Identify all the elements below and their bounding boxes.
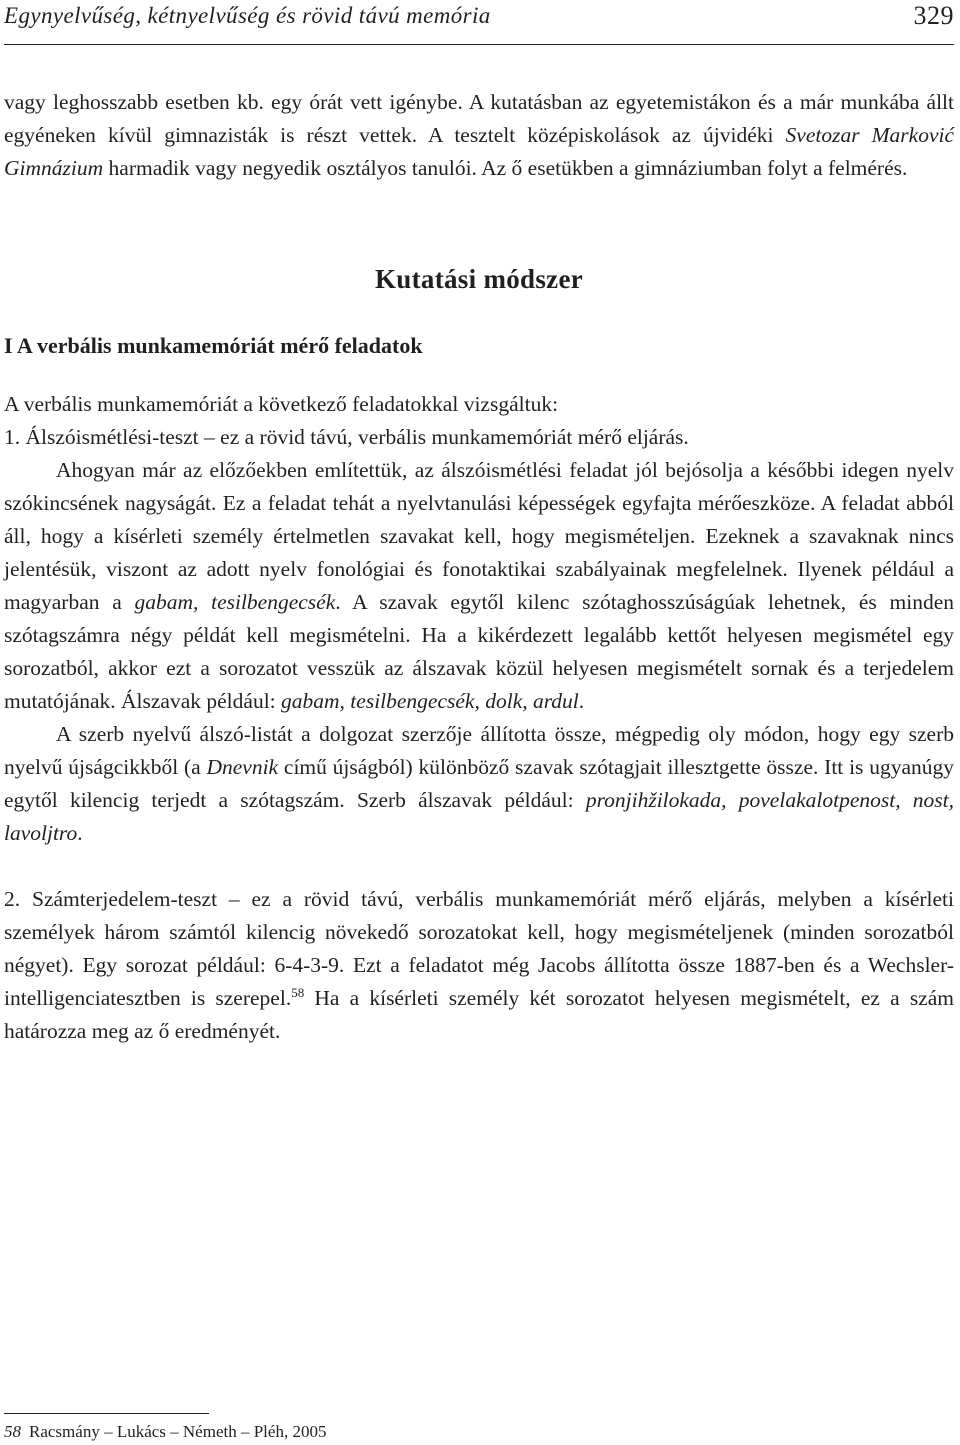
subsection-title: I A verbális munkamemóriát mérő feladatok: [4, 333, 423, 358]
task-1-p2-text-a: A szerb nyelvű álszó-listát a dolgozat szerzője állította össze, mégpedig oly módon, hogy egy szerb nyelvű újságcikkből (a: [4, 722, 954, 779]
task-2-text-a: 2. Számterjedelem-teszt – ez a rövid távú, verbális munkamemóriát mérő eljárás, melyben a kísérleti személyek három számtól kilencig növekedő sorozatokat kell, hogy megismételjenek (minden sorozatból négyet). Egy sorozat például: 6-4-3-9. Ezt a feladatot még Jacobs állította össze 1887-ben és a Wechsler-intelligenciatesztben is szerepel.: [4, 887, 954, 1010]
intro-text-end: harmadik vagy negyedik osztályos tanulói. Az ő esetükben a gimnáziumban folyt a felmérés.: [103, 156, 908, 180]
task-1-text-a: Ahogyan már az előzőekben említettük, az álszóismétlési feladat jól bejósolja a későbbi idegen nyelv szókincsének nagyságát. Ez a feladat tehát a nyelvtanulási képességek egyfajta mérőeszköze. A feladat abból áll, hogy a kísérleti személy értelmetlen szavakat kell, hogy megismételjen. Ezeknek a szavaknak nincs jelentésük, viszont az adott nyelv fonológiai és fonotaktikai szabályainak megfelelnek. Ilyenek például a magyarban a: [4, 458, 954, 614]
footnote-rule: [4, 1413, 209, 1414]
task-1-heading: 1. Álszóismétlési-teszt – ez a rövid távú, verbális munkamemóriát mérő eljárás.: [4, 425, 689, 449]
task-1-p2-text-b: című újságból) különböző szavak szótagjait illesztgette össze. Itt is ugyanúgy egytől kilencig terjedt a szótagszám. Szerb álszavak például:: [4, 755, 954, 812]
running-header: [4, 0, 954, 45]
footnote: [4, 1422, 326, 1442]
body-text: [4, 86, 954, 1048]
task-1-p2-text-c: .: [77, 821, 83, 845]
example-pseudowords-2: gabam, tesilbengecsék, dolk, ardul: [281, 689, 579, 713]
newspaper-name: Dnevnik: [206, 755, 279, 779]
page-number: 329: [913, 1, 954, 30]
intro-text-start: vagy leghosszabb esetben kb. egy órát vett igénybe. A kutatásban az egyetemistákon és a már munkába állt egyéneken kívül gimnazisták is részt vettek. A tesztelt középiskolások az újvidéki: [4, 90, 954, 147]
section-title: Kutatási módszer: [374, 264, 584, 294]
task-1-text-c: .: [578, 689, 585, 713]
footnote-reference: 58: [291, 985, 305, 1000]
school-name: Svetozar Marković Gimnázium: [4, 123, 955, 180]
tasks-lead: A verbális munkamemóriát a következő feladatokkal vizsgáltuk:: [4, 392, 559, 416]
example-pseudowords-1: gabam, tesilbengecsék: [134, 590, 336, 614]
footnote-number: 58: [4, 1422, 21, 1441]
task-2-text-b: Ha a kísérleti személy két sorozatot helyesen megismételt, ez a szám határozza meg az ő eredményét.: [4, 986, 955, 1043]
task-2-paragraph: [4, 883, 954, 1048]
task-1-paragraph-2: [4, 718, 954, 850]
task-1-paragraph-1: [4, 454, 954, 718]
serbian-pseudowords: pronjihžilokada, povelakalotpenost, nost, lavoljtro: [4, 788, 954, 845]
footnote-text: Racsmány – Lukács – Németh – Pléh, 2005: [29, 1422, 327, 1441]
intro-paragraph: [4, 86, 954, 185]
task-1-text-b: . A szavak egytől kilenc szótaghosszúságúak lehetnek, és minden szótagszámra négy példát kell megismételni. Ha a kikérdezett legalább kettőt helyesen megismétel egy sorozatból, akkor ezt a sorozatot vesszük az álszavak közül helyesen megismételt sornak és a terjedelem mutatójának. Álszavak például:: [4, 590, 954, 713]
running-title: Egynyelvűség, kétnyelvűség és rövid távú memória: [4, 3, 491, 28]
